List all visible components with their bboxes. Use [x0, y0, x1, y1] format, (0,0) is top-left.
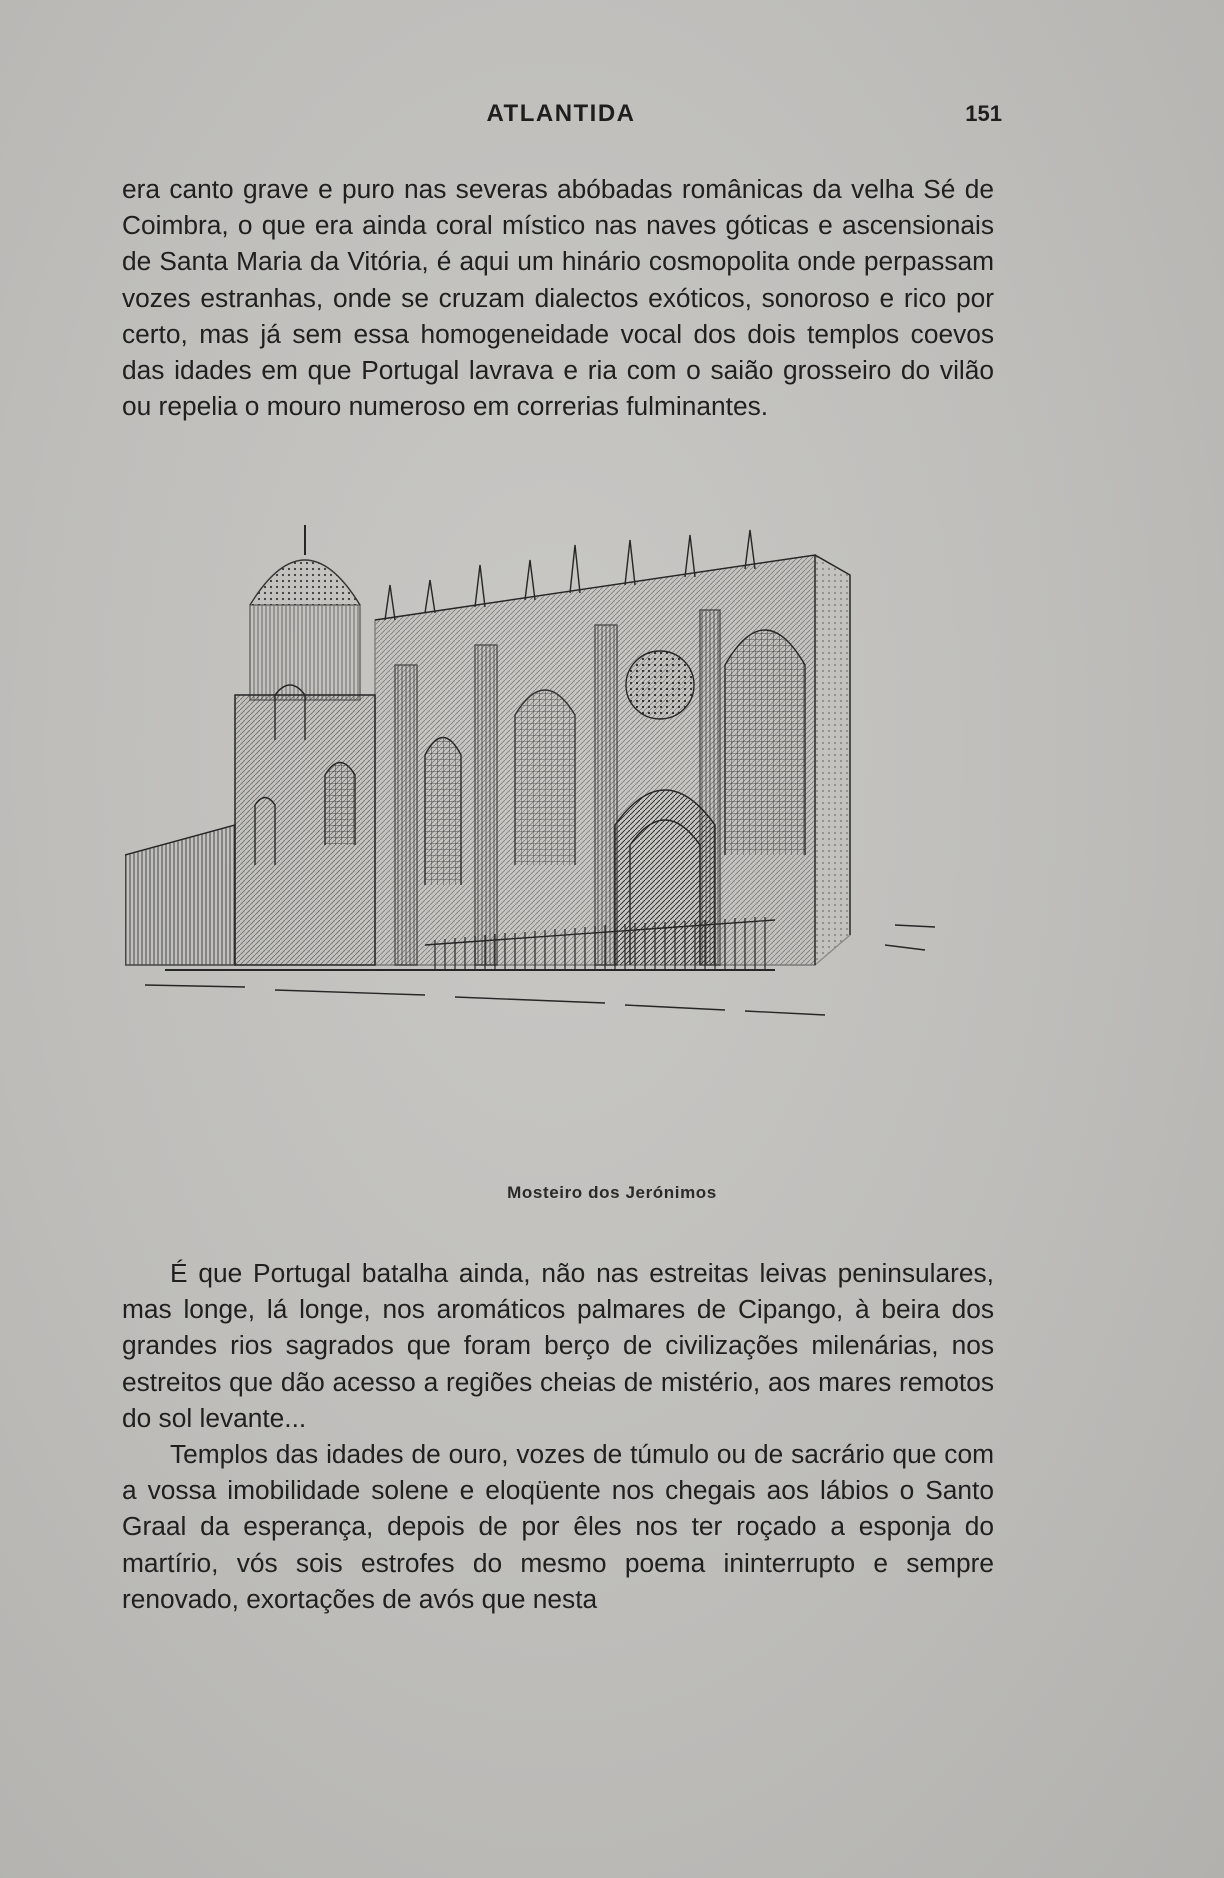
body-text [122, 1255, 994, 1617]
paragraph-text: Templos das idades de ouro, vozes de túmulo ou de sacrário que com a vossa imobilidade solene e eloqüente nos chegais aos lábios o Santo Graal da esperança, depois de por êles nos ter roçado a esponja do martírio, vós sois estrofes do mesmo poema ininterrupto e sempre renovado, exortações de avós que nesta [122, 1439, 994, 1614]
running-head [120, 100, 1002, 140]
paragraph-text: É que Portugal batalha ainda, não nas estreitas leivas peninsulares, mas longe, lá longe, nos aromáticos palmares de Cipango, à beira dos grandes rios sagrados que foram berço de civilizações milenárias, nos estreitos que dão acesso a regiões cheias de mistério, aos mares remotos do sol levante... [122, 1258, 994, 1433]
page-number: 151 [965, 101, 1002, 126]
running-title: ATLANTIDA [486, 100, 636, 127]
paragraph-continuation [122, 171, 994, 424]
monastery-engraving-icon [125, 525, 1020, 1185]
figure-caption: Mosteiro dos Jerónimos [507, 1183, 717, 1202]
paragraph-text: era canto grave e puro nas severas abóbadas românicas da velha Sé de Coimbra, o que era ainda coral místico nas naves góticas e ascensionais de Santa Maria da Vitória, é aqui um hinário cosmopolita onde perpassam vozes estranhas, onde se cruzam dialectos exóticos, sonoroso e rico por certo, mas já sem essa homogeneidade vocal dos dois templos coevos das idades em que Portugal lavrava e ria com o saião grosseiro do vilão ou repelia o mouro numeroso em correrias fulminantes. [122, 174, 994, 422]
